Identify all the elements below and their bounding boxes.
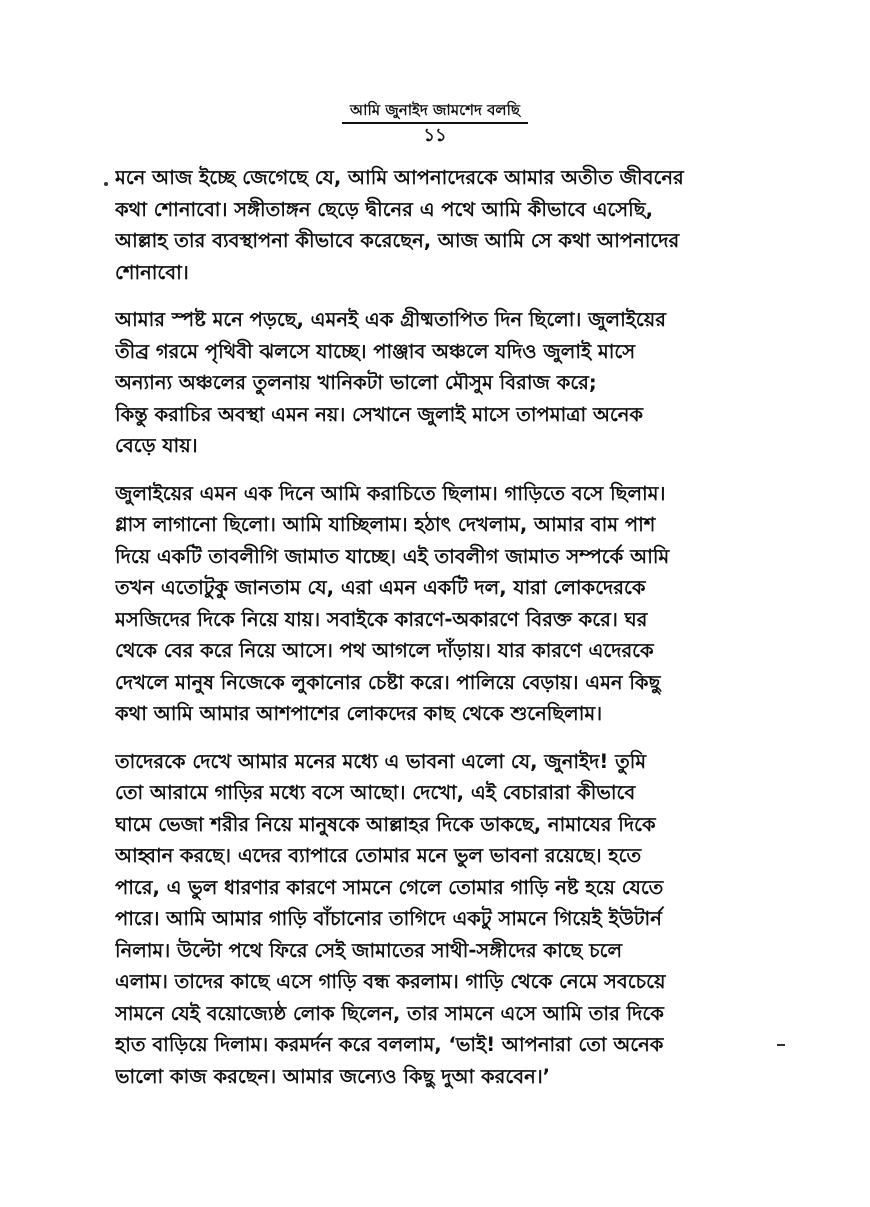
text-line: অন্যান্য অঞ্চলের তুলনায় খানিকটা ভালো মৌসুম বিরাজ করে; [115,371,597,394]
paragraph-4 [115,746,783,1093]
text-line: ঘামে ভেজা শরীর নিয়ে মানুষকে আল্লাহর দিকে ডাকছে, নামাযের দিকে [115,812,656,836]
text-line: থেকে বের করে নিয়ে আসে। পথ আগলে দাঁড়ায়। যার কারণে এদেরকে [115,639,654,662]
page-number: ১১ [423,125,447,146]
text-line: আল্লাহ তার ব্যবস্থাপনা কীভাবে করেছেন, আজ আমি সে কথা আপনাদের [115,229,680,252]
text-line: আমার স্পষ্ট মনে পড়ছে, এমনই এক গ্রীষ্মতাপিত দিন ছিলো। জুলাইয়ের [115,308,666,331]
body-text [115,162,783,1092]
text-line: তাদেরকে দেখে আমার মনের মধ্যে এ ভাবনা এলো যে, জুনাইদ! তুমি [115,749,647,773]
text-line: দিয়ে একটি তাবলীগি জামাত যাচ্ছে। এই তাবলীগ জামাত সম্পর্কে আমি [115,544,670,568]
text-line: তীব্র গরমে পৃথিবী ঝলসে যাচ্ছে। পাঞ্জাব অঞ্চলে যদিও জুলাই মাসে [115,339,636,363]
text-line: এলাম। তাদের কাছে এসে গাড়ি বন্ধ করলাম। গাড়ি থেকে নেমে সবচেয়ে [115,970,666,993]
paragraph-3 [115,478,783,730]
text-line: জুলাইয়ের এমন এক দিনে আমি করাচিতে ছিলাম। গাড়িতে বসে ছিলাম। [115,481,666,505]
text-line: শোনাবো। [115,260,189,284]
text-line: হাত বাড়িয়ে দিলাম। করমর্দন করে বললাম, ‘ভাই! আপনারা তো অনেক [115,1033,664,1056]
paragraph-1 [115,162,783,288]
text-line: তখন এতোটুকু জানতাম যে, এরা এমন একটি দল, যারা লোকদেরকে [115,576,646,599]
margin-mark [104,182,108,186]
text-line: কথা আমি আমার আশপাশের লোকদের কাছ থেকে শুনেছিলাম। [115,702,603,725]
text-line: পারে। আমি আমার গাড়ি বাঁচানোর তাগিদে একটু সামনে গিয়েই ইউটার্ন [115,907,662,930]
text-line: কথা শোনাবো। সঙ্গীতাঙ্গন ছেড়ে দ্বীনের এ পথে আমি কীভাবে এসেছি, [115,197,653,221]
page-header [0,100,870,146]
paragraph-2 [115,304,783,462]
text-line: পারে, এ ভুল ধারণার কারণে সামনে গেলে তোমার গাড়ি নষ্ট হয়ে যেতে [115,875,664,899]
text-line: নিলাম। উল্টো পথে ফিরে সেই জামাতের সাথী-সঙ্গীদের কাছে চলে [115,938,623,962]
running-title: আমি জুনাইদ জামশেদ বলছি [342,100,528,124]
text-line: মসজিদের দিকে নিয়ে যায়। সবাইকে কারণে-অকারণে বিরক্ত করে। ঘর [115,607,648,631]
text-line: আহ্বান করছে। এদের ব্যাপারে তোমার মনে ভুল ভাবনা রয়েছে। হতে [115,844,642,867]
text-line: ভালো কাজ করছেন। আমার জন্যেও কিছু দুআ করবেন।’ [115,1064,551,1088]
text-line: দেখলে মানুষ নিজেকে লুকানোর চেষ্টা করে। পালিয়ে বেড়ায়। এমন কিছু [115,670,661,694]
text-line: তো আরামে গাড়ির মধ্যে বসে আছো। দেখো, এই বেচারারা কীভাবে [115,781,636,804]
text-line: বেড়ে যায়। [115,434,198,457]
text-line: গ্লাস লাগানো ছিলো। আমি যাচ্ছিলাম। হঠাৎ দেখলাম, আমার বাম পাশ [115,513,656,536]
text-line: কিন্তু করাচির অবস্থা এমন নয়। সেখানে জুলাই মাসে তাপমাত্রা অনেক [115,402,644,426]
text-line: মনে আজ ইচ্ছে জেগেছে যে, আমি আপনাদেরকে আমার অতীত জীবনের [115,166,684,189]
text-line: সামনে যেই বয়োজ্যেষ্ঠ লোক ছিলেন, তার সামনে এসে আমি তার দিকে [115,1001,664,1025]
